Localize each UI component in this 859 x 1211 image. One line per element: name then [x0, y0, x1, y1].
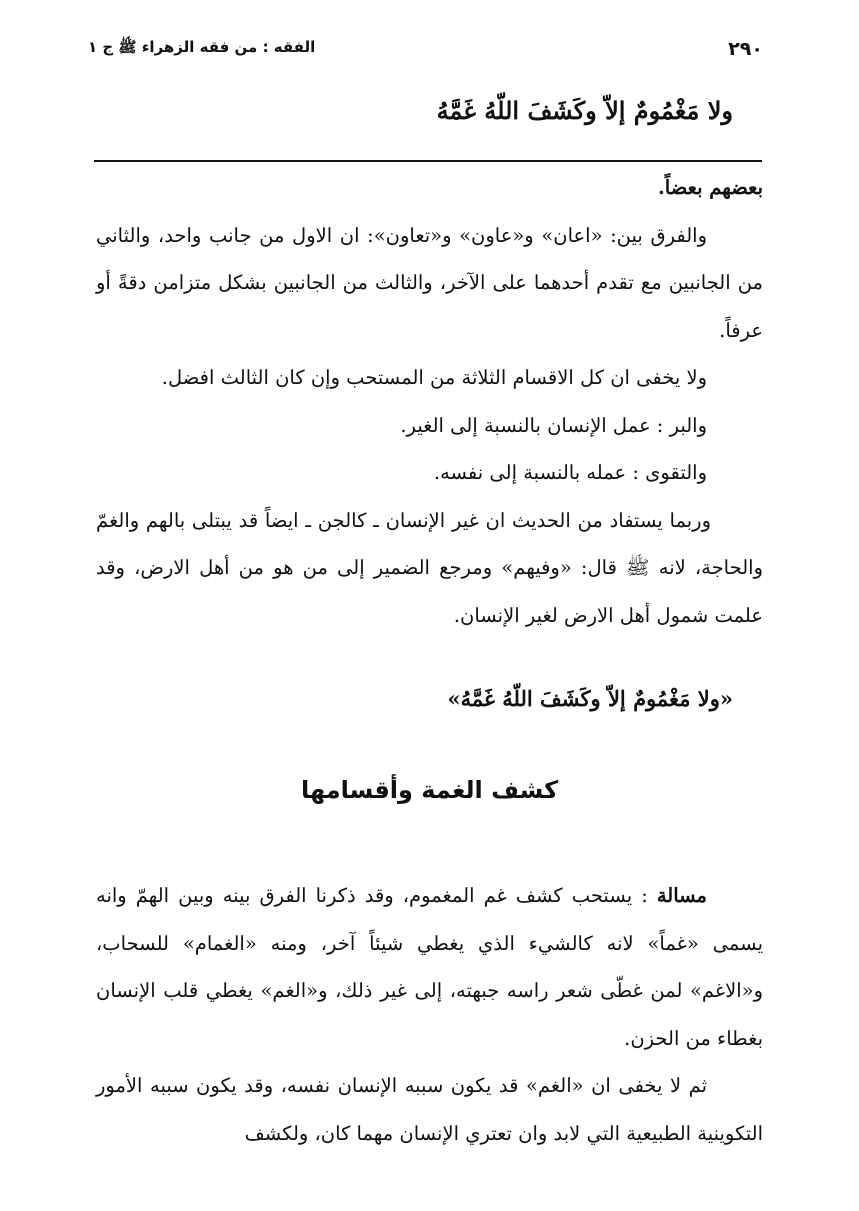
paragraph-masala — [96, 872, 763, 1062]
paragraph-taqwa: والتقوى : عمله بالنسبة إلى نفسه. — [433, 461, 707, 484]
paragraph-causes: ثم لا يخفى ان «الغم» قد يكون سببه الإنسان نفسه، وقد يكون سببه الأمور التكوينية الطبيعية التي لابد وان تعتري الإنسان مهما كان، ولكشف — [96, 1074, 763, 1145]
paragraph-categories: ولا يخفى ان كل الاقسام الثلاثة من المستحب وإن كان الثالث افضل. — [161, 366, 707, 389]
header-divider — [94, 160, 762, 162]
masala-text: : يستحب كشف غم المغموم، وقد ذكرنا الفرق بينه وبين الهمّ وانه يسمى «غماً» لانه كالشيء الذي يغطي شيئاً آخر، ومنه «الغمام» للسحاب، و«الاغم» لمن غطّى شعر راسه جبهته، إلى غير ذلك، و«الغم» يغطي قلب الإنسان بغطاء من الحزن. — [96, 884, 763, 1050]
hadith-quote: «ولا مَغْمُومٌ إلاّ وكَشَفَ اللّهُ غَمَّهُ» — [447, 686, 733, 711]
paragraph-difference: والفرق بين: «اعان» و«عاون» و«تعاون»: ان الاول من جانب واحد، والثاني من الجانبين مع تقدم أحدهما على الآخر، والثالث من الجانبين بشكل متزامن دقةً أو عرفاً. — [96, 223, 763, 342]
body-text-block-1 — [96, 164, 763, 639]
page-number: ٢٩٠ — [728, 38, 763, 60]
masala-label: مسالة — [656, 884, 707, 907]
paragraph-continuation: بعضهم بعضاً. — [658, 176, 763, 199]
paragraph-birr: والبر : عمل الإنسان بالنسبة إلى الغير. — [400, 413, 707, 437]
page-header — [88, 34, 763, 64]
paragraph-hadith: وربما يستفاد من الحديث ان غير الإنسان ـ كالجن ـ ايضاً قد يبتلى بالهم والغمّ والحاجة، لانه ﷺ قال: «وفيهم» ومرجع الضمير إلى من هو من أهل الارض، وقد علمت شمول أهل الارض لغير الإنسان. — [96, 508, 763, 627]
section-heading: كشف الغمة وأقسامها — [300, 776, 559, 804]
body-text-block-2 — [96, 872, 763, 1157]
top-quote: ولا مَغْمُومٌ إلاّ وكَشَفَ اللّهُ غَمَّهُ — [436, 96, 733, 125]
running-title: الفقه : من فقه الزهراء ﷺ ج ١ — [88, 38, 316, 56]
